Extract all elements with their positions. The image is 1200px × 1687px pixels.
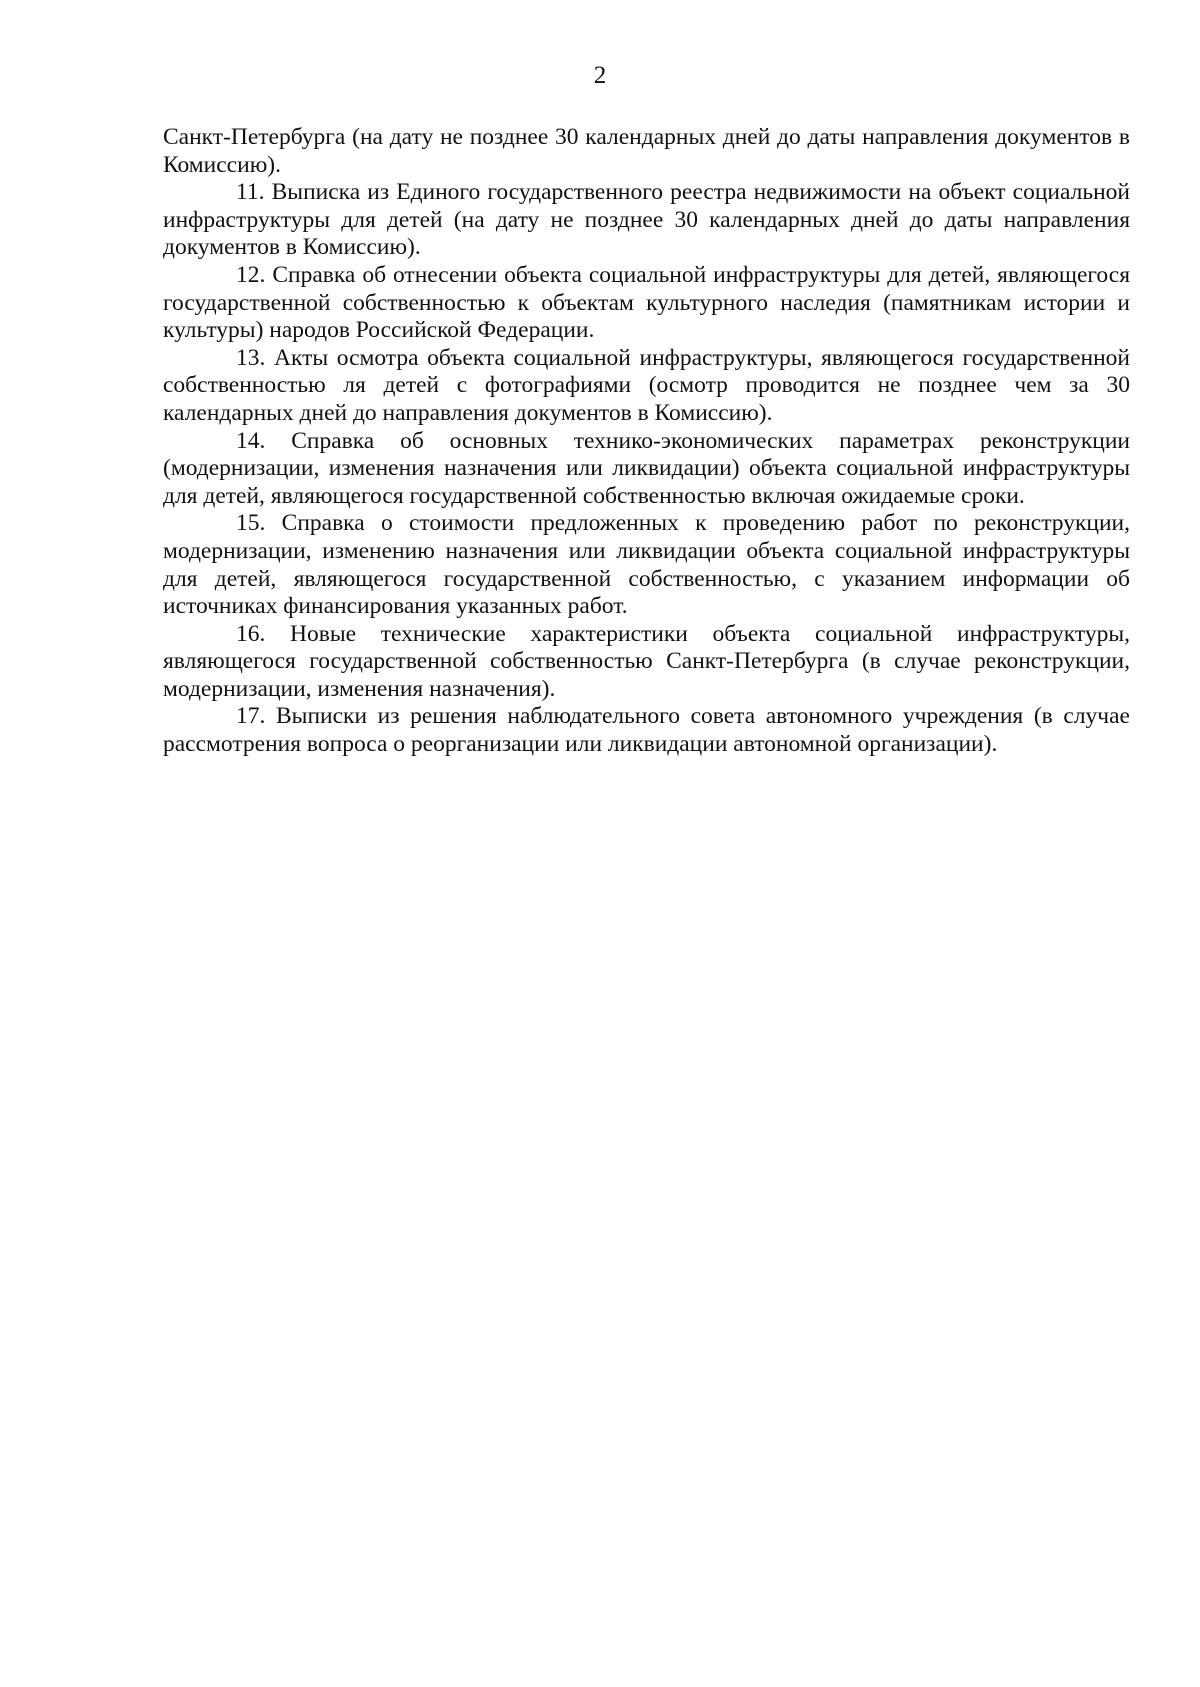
paragraph-item-17: 17. Выписки из решения наблюдательного совета автономного учреждения (в случае рассмотрения вопроса о реорганизации или ликвидации автономной организации). — [163, 703, 1130, 758]
paragraph-continuation: Санкт-Петербурга (на дату не позднее 30 календарных дней до даты направления документов в Комиссию). — [163, 124, 1130, 178]
paragraph-item-14: 14. Справка об основных технико-экономических параметрах реконструкции (модернизации, изменения назначения или ликвидации) объекта социальной инфраструктуры для детей, являющегося государственной собственностью включая ожидаемые сроки. — [163, 427, 1130, 509]
paragraph-item-13: 13. Акты осмотра объекта социальной инфраструктуры, являющегося государственной собственностью ля детей с фотографиями (осмотр проводится не позднее чем за 30 календарных дней до направления документов в Комиссию). — [163, 344, 1130, 426]
paragraph-item-12: 12. Справка об отнесении объекта социальной инфраструктуры для детей, являющегося государственной собственностью к объектам культурного наследия (памятникам истории и культуры) народов Российской Федерации. — [163, 261, 1130, 344]
paragraph-item-16: 16. Новые технические характеристики объекта социальной инфраструктуры, являющегося государственной собственностью Санкт-Петербурга (в случае реконструкции, модернизации, изменения назначения). — [163, 620, 1130, 702]
paragraph-item-11: 11. Выписка из Единого государственного реестра недвижимости на объект социальной инфраструктуры для детей (на дату не позднее 30 календарных дней до даты направления документов в Комиссию). — [163, 179, 1130, 261]
page-number: 2 — [593, 62, 607, 89]
paragraph-item-15: 15. Справка о стоимости предложенных к проведению работ по реконструкции, модернизации, изменению назначения или ликвидации объекта социальной инфраструктуры для детей, являющегося государственной собственностью, с указанием информации об источниках финансирования указанных работ. — [163, 510, 1130, 620]
document-body — [163, 124, 1130, 759]
